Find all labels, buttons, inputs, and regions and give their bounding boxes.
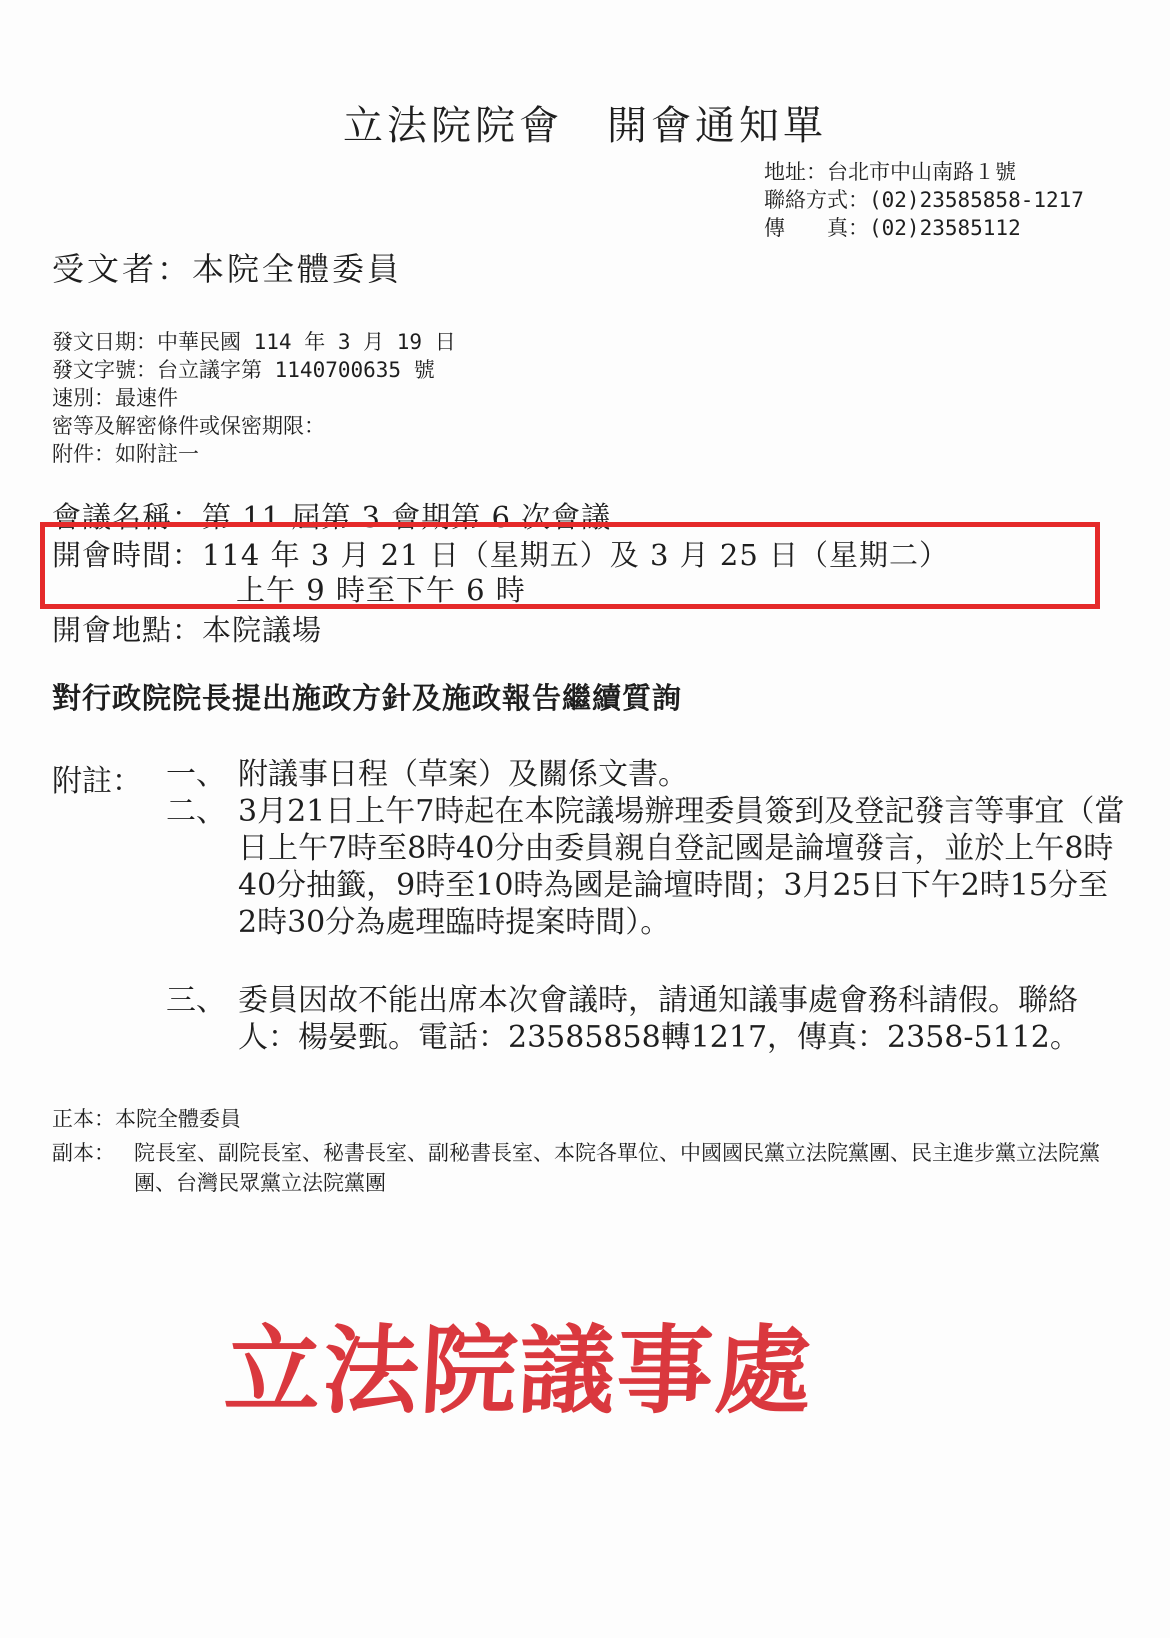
note-text: 3月21日上午7時起在本院議場辦理委員簽到及登記發言等事宜（當日上午7時至8時40分由委員親自登記國是論壇發言，並於上午8時40分抽籤，9時至10時為國是論壇時間；3月25日下午2時15分至2時30分為處理臨時提案時間）。 <box>238 794 1125 940</box>
highlight-box <box>40 522 1100 609</box>
note-number: 二、 <box>166 794 226 829</box>
contact-block <box>764 158 1084 242</box>
meeting-subject: 對行政院院長提出施政方針及施政報告繼續質詢 <box>52 681 683 715</box>
note-item-3 <box>166 982 1126 1056</box>
distribution-copy <box>52 1138 1142 1198</box>
document-number: 發文字號：台立議字第 1140700635 號 <box>52 358 435 382</box>
office-stamp <box>204 1316 834 1426</box>
contact-fax: 傳 真：(02)23585112 <box>764 216 1021 240</box>
meeting-time-line1: 開會時間：114 年 3 月 21 日（星期五）及 3 月 25 日（星期二） <box>52 538 950 572</box>
distribution-copy-label: 副本： <box>52 1141 115 1165</box>
contact-phone: 聯絡方式：(02)23585858-1217 <box>764 188 1084 212</box>
document-title: 立法院院會 開會通知單 <box>343 103 827 149</box>
distribution-copy-text: 院長室、副院長室、秘書長室、副秘書長室、本院各單位、中國國民黨立法院黨團、民主進步黨立法院黨團、台灣民眾黨立法院黨團 <box>134 1141 1100 1195</box>
note-text: 委員因故不能出席本次會議時，請通知議事處會務科請假。聯絡人：楊晏甄。電話：23585858轉1217，傳真：2358-5112。 <box>238 983 1080 1055</box>
notes-label: 附註： <box>52 764 142 799</box>
meeting-place: 開會地點：本院議場 <box>52 613 323 647</box>
issue-date: 發文日期：中華民國 114 年 3 月 19 日 <box>52 330 456 354</box>
document-meta <box>52 328 456 468</box>
note-item-1 <box>166 756 1126 793</box>
stamp-text: 立法院議事處 <box>222 1314 816 1427</box>
note-item-2 <box>166 793 1126 941</box>
contact-address: 地址：台北市中山南路１號 <box>764 160 1016 184</box>
meeting-time-line2: 上午 9 時至下午 6 時 <box>236 573 526 607</box>
distribution-main: 正本：本院全體委員 <box>52 1107 241 1131</box>
recipient: 受文者：本院全體委員 <box>52 250 403 288</box>
delivery-speed: 速別：最速件 <box>52 386 178 410</box>
note-number: 一、 <box>166 757 226 792</box>
note-text: 附議事日程（草案）及關係文書。 <box>238 757 688 792</box>
note-number: 三、 <box>166 983 226 1018</box>
secrecy-level: 密等及解密條件或保密期限： <box>52 414 325 438</box>
meeting-name: 會議名稱：第 11 屆第 3 會期第 6 次會議 <box>52 500 612 534</box>
attachment-info: 附件：如附註一 <box>52 442 199 466</box>
